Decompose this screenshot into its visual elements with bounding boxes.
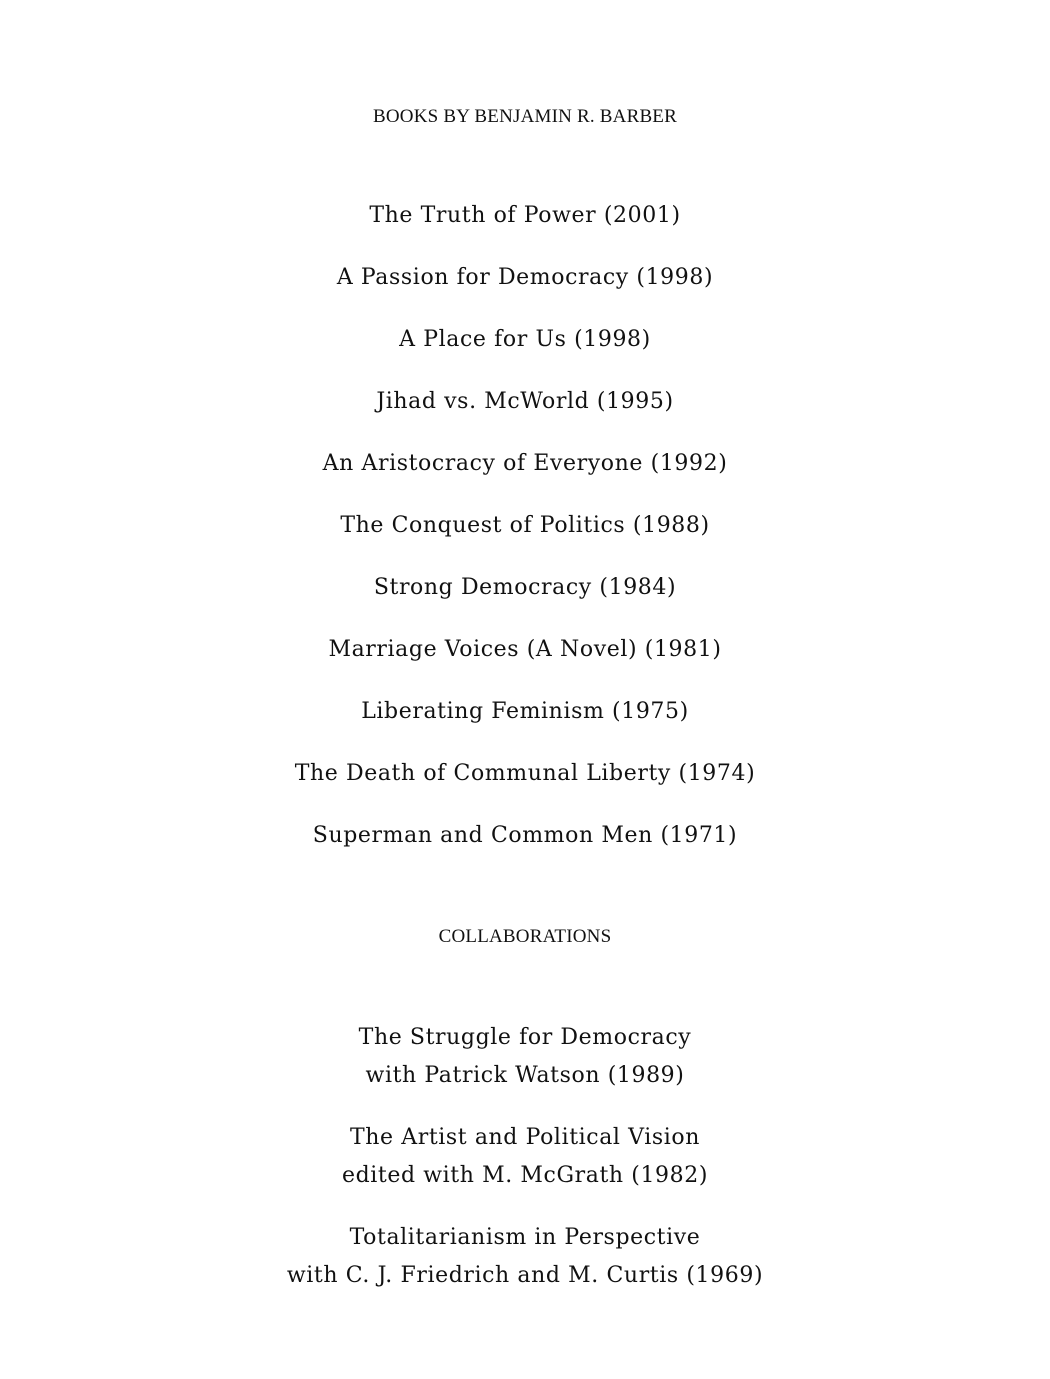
books-by-heading: BOOKS BY BENJAMIN R. BARBER: [373, 106, 677, 127]
book-entry: The Death of Communal Liberty (1974): [294, 761, 756, 786]
collaboration-entry: [0, 1019, 1050, 1119]
collaborations-heading: COLLABORATIONS: [438, 926, 612, 947]
book-entry: Jihad vs. McWorld (1995): [376, 389, 674, 414]
book-entry: Strong Democracy (1984): [373, 575, 677, 600]
collaboration-entry: [0, 1219, 1050, 1319]
book-entry: A Place for Us (1998): [399, 327, 651, 352]
book-entry: The Truth of Power (2001): [369, 203, 681, 228]
collaboration-title: Totalitarianism in Perspective: [349, 1225, 701, 1250]
collaborations-list: [0, 1019, 1050, 1319]
book-entry: Marriage Voices (A Novel) (1981): [328, 637, 722, 662]
book-entry: The Conquest of Politics (1988): [340, 513, 710, 538]
book-entry: A Passion for Democracy (1998): [336, 265, 714, 290]
books-list: [0, 200, 1050, 882]
collaboration-title: The Struggle for Democracy: [358, 1025, 692, 1050]
collaboration-credit: edited with M. McGrath (1982): [341, 1163, 709, 1188]
book-entry: Superman and Common Men (1971): [312, 823, 738, 848]
collaboration-title: The Artist and Political Vision: [349, 1125, 701, 1150]
book-entry: Liberating Feminism (1975): [361, 699, 689, 724]
book-entry: An Aristocracy of Everyone (1992): [322, 451, 728, 476]
collaboration-credit: with Patrick Watson (1989): [365, 1063, 685, 1088]
collaboration-credit: with C. J. Friedrich and M. Curtis (1969): [286, 1263, 764, 1288]
collaboration-entry: [0, 1119, 1050, 1219]
